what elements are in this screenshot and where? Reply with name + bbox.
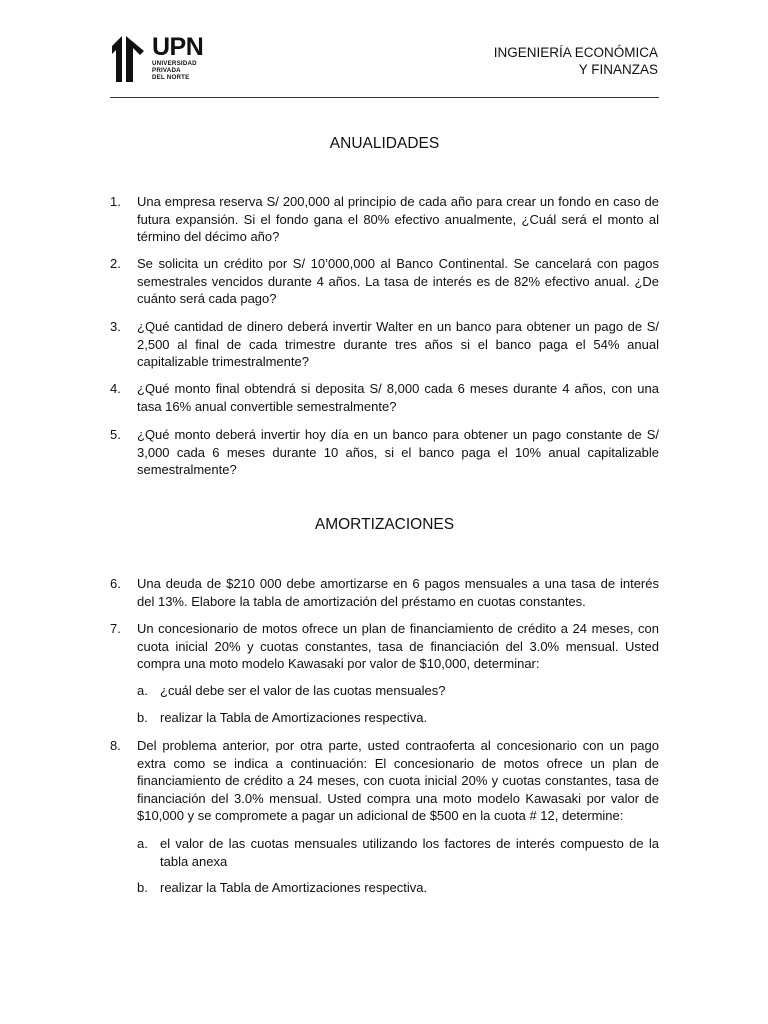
section-title-anualidades: ANUALIDADES	[329, 135, 440, 152]
logo-sub-line: UNIVERSIDAD	[152, 60, 197, 67]
sub-item-letter: b.	[137, 710, 148, 725]
exercise-number: 5.	[110, 427, 121, 442]
exercise-text: ¿Qué cantidad de dinero deberá invertir Walter en un banco para obtener un pago de S/ 2,500 al final de cada trimestre durante tres años si el banco paga el 54% anual capitalizable trimestralmente?	[137, 319, 659, 369]
exercise-text: ¿Qué monto final obtendrá si deposita S/ 8,000 cada 6 meses durante 4 años, con una tasa 16% anual convertible semestralmente?	[137, 381, 659, 414]
course-title-line: INGENIERÍA ECONÓMICA	[493, 45, 658, 60]
sub-item-letter: a.	[137, 683, 148, 698]
upn-logo	[110, 33, 204, 82]
sub-item-letter: a.	[137, 836, 148, 851]
exercise-text: Una empresa reserva S/ 200,000 al principio de cada año para crear un fondo en caso de futura expansión. Si el fondo gana el 80% efectivo anualmente, ¿Cuál será el monto al término del décimo año?	[137, 194, 659, 244]
logo-name: UPN	[152, 33, 204, 61]
exercise-text: Un concesionario de motos ofrece un plan de financiamiento de crédito a 24 meses, con cuota inicial 20% y cuotas constantes, tasa de financiación del 3.0% mensual. Usted compra una moto modelo Kawasaki por valor de $10,000, determinar:	[137, 621, 659, 671]
exercise-number: 8.	[110, 738, 121, 753]
exercise-number: 7.	[110, 621, 121, 636]
sub-item-text: realizar la Tabla de Amortizaciones respectiva.	[160, 880, 428, 895]
course-title-line: Y FINANZAS	[578, 62, 658, 77]
sub-item-letter: b.	[137, 880, 148, 895]
exercise-text: Del problema anterior, por otra parte, usted contraoferta al concesionario con un pago extra como se indica a continuación: El concesionario de motos ofrece un plan de financiamiento de crédito a 24 meses, con cuota inicial 20% y cuotas constantes, tasa de financiación del 3.0% mensual. Usted compra una moto modelo Kawasaki por valor de $10,000 y se compromete a pagar un adicional de $500 en la cuota # 12, determine:	[137, 738, 659, 823]
course-title	[494, 44, 658, 78]
exercise-number: 6.	[110, 576, 121, 591]
header-divider	[110, 97, 659, 98]
exercise-text: Se solicita un crédito por S/ 10’000,000 al Banco Continental. Se cancelará con pagos semestrales vencidos durante 4 años. La tasa de interés es de 82% efectivo anual. ¿De cuánto será cada pago?	[137, 256, 659, 306]
sub-item-text: el valor de las cuotas mensuales utilizando los factores de interés compuesto de la tabla anexa	[160, 836, 659, 869]
exercise-number: 1.	[110, 194, 121, 209]
exercise-number: 2.	[110, 256, 121, 271]
sub-item-text: ¿cuál debe ser el valor de las cuotas mensuales?	[160, 683, 446, 698]
exercise-text: ¿Qué monto deberá invertir hoy día en un banco para obtener un pago constante de S/ 3,000 cada 6 meses durante 10 años, si el banco paga el 10% anual capitalizable semestralmente?	[137, 427, 659, 477]
section-title-amortizaciones: AMORTIZACIONES	[314, 516, 455, 533]
logo-sub-line: DEL NORTE	[152, 74, 190, 81]
upn-arrow-logo-icon	[110, 36, 150, 82]
logo-sub-line: PRIVADA	[152, 67, 181, 74]
logo-subtitle	[152, 60, 203, 81]
sub-item-text: realizar la Tabla de Amortizaciones respectiva.	[160, 710, 428, 725]
exercise-number: 4.	[110, 381, 121, 396]
exercise-number: 3.	[110, 319, 121, 334]
exercise-text: Una deuda de $210 000 debe amortizarse en 6 pagos mensuales a una tasa de interés del 13%. Elabore la tabla de amortización del préstamo en cuotas constantes.	[137, 576, 659, 609]
